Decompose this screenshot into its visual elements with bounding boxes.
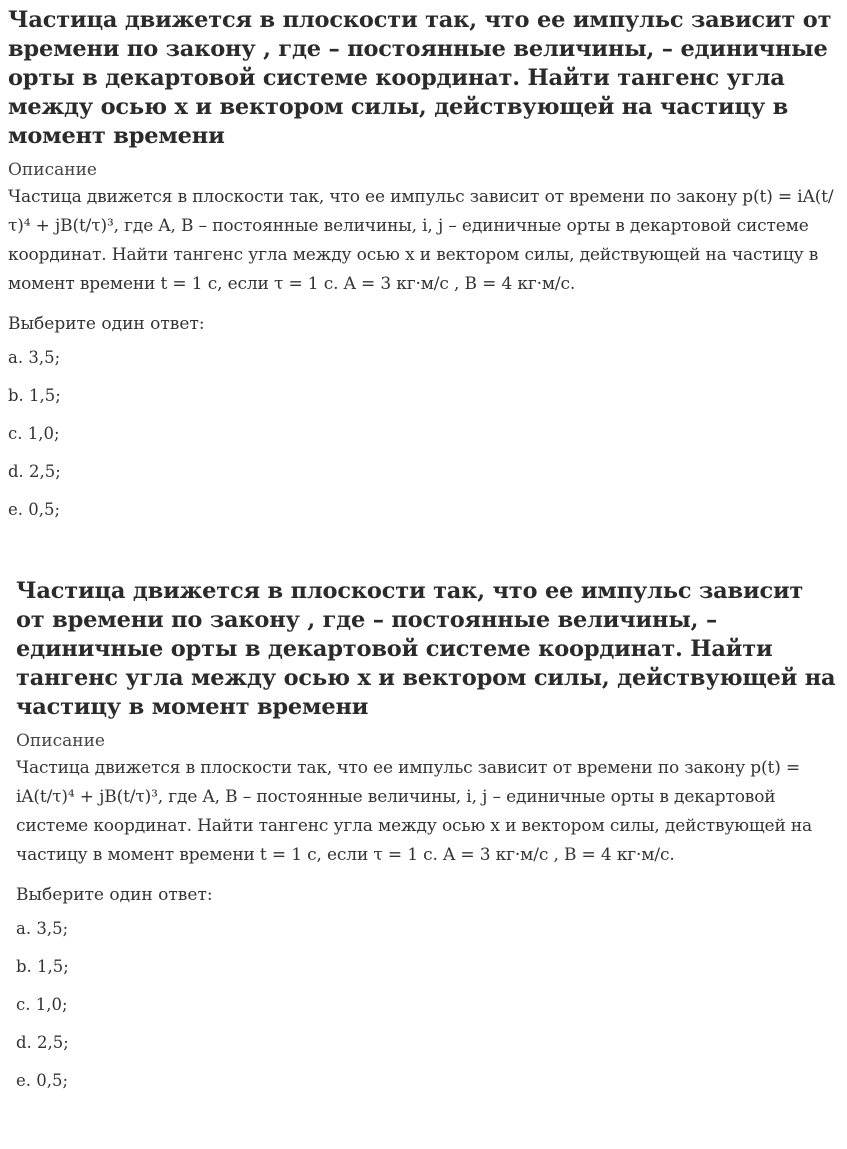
question-title: Частица движется в плоскости так, что ее импульс зависит от времени по закону , где – постоянные величины, – единичные орты в декартовой системе координат. Найти тангенс угла между осью x и вектором силы, действующей на частицу в момент времени (8, 7, 832, 149)
answer-list (8, 345, 836, 523)
answer-option-d[interactable]: d. 2,5; (16, 1033, 69, 1052)
answer-option-c[interactable]: c. 1,0; (16, 995, 68, 1014)
question-title: Частица движется в плоскости так, что ее импульс зависит от времени по закону , где – постоянные величины, – единичные орты в декартовой системе координат. Найти тангенс угла между осью x и вектором силы, действующей на частицу в момент времени (16, 578, 836, 720)
description-label: Описание (8, 160, 97, 180)
answer-prompt: Выберите один ответ: (8, 314, 205, 334)
description-text: Частица движется в плоскости так, что ее импульс зависит от времени по закону p(t) = iA(t/τ)⁴ + jB(t/τ)³, где A, B – постоянные величины, i, j – единичные орты в декартовой системе координат. Найти тангенс угла между осью x и вектором силы, действующей на частицу в момент времени t = 1 с, если τ = 1 с. A = 3 кг·м/с , B = 4 кг·м/с. (16, 758, 813, 865)
answer-option-e[interactable]: e. 0,5; (16, 1071, 69, 1090)
answer-prompt: Выберите один ответ: (16, 885, 213, 905)
answer-option-d[interactable]: d. 2,5; (8, 462, 61, 481)
question-block (16, 577, 838, 1106)
answer-option-a[interactable]: a. 3,5; (16, 919, 69, 938)
answer-list (16, 916, 838, 1094)
question-block (8, 6, 836, 535)
answer-option-b[interactable]: b. 1,5; (8, 386, 61, 405)
answer-option-a[interactable]: a. 3,5; (8, 348, 61, 367)
answer-option-c[interactable]: c. 1,0; (8, 424, 60, 443)
description-text: Частица движется в плоскости так, что ее импульс зависит от времени по закону p(t) = iA(t/τ)⁴ + jB(t/τ)³, где A, B – постоянные величины, i, j – единичные орты в декартовой системе координат. Найти тангенс угла между осью x и вектором силы, действующей на частицу в момент времени t = 1 с, если τ = 1 с. A = 3 кг·м/с , B = 4 кг·м/с. (8, 187, 834, 294)
answer-option-e[interactable]: e. 0,5; (8, 500, 61, 519)
description-label: Описание (16, 731, 105, 751)
answer-option-b[interactable]: b. 1,5; (16, 957, 69, 976)
